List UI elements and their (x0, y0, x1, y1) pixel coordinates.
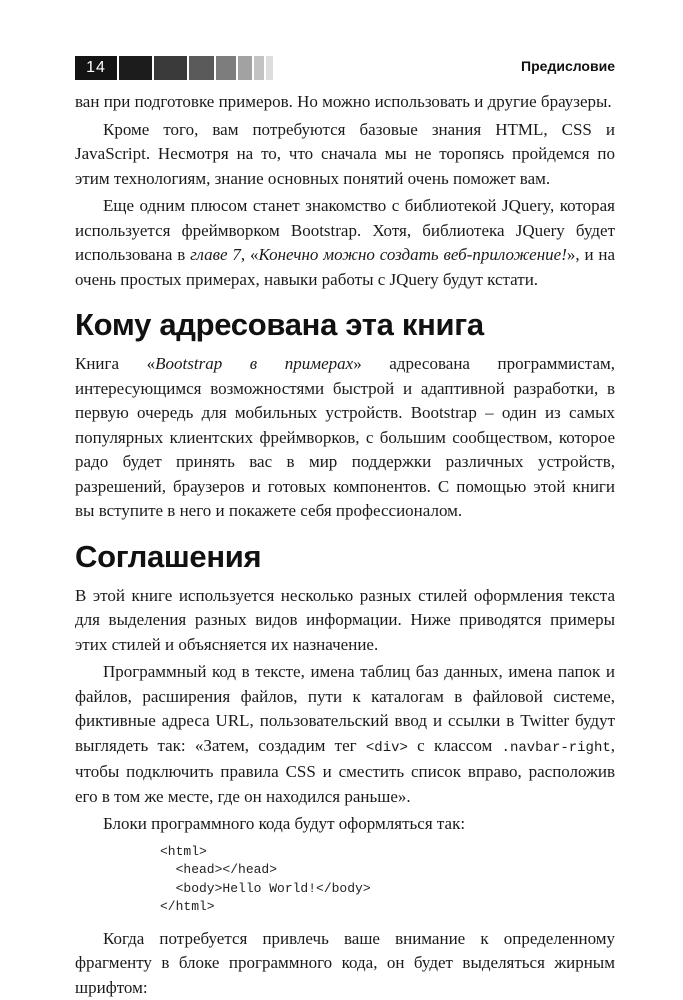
paragraph: Блоки программного кода будут оформляться так: (103, 814, 466, 833)
paragraph: Кроме того, вам потребуются базовые знания HTML, CSS и JavaScript. Несмотря на то, что сначала мы не торопясь пройдемся по этим технологиям, знание основных понятий очень поможет вам. (75, 119, 615, 188)
paragraph: Книга «Bootstrap в примерах» адресована программистам, интересующимся возможностями быстрой и адаптивной разработки, в первую очередь для мобильных устройств. Bootstrap – один из самых популярных клиентских фреймворков, с большим сообществом, которое радо будет принять вас в мир поддержки различных устройств, разрешений, браузеров и готовых компонентов. С помощью этой книги вы вступите в него и покажете себя профессионалом. (75, 354, 616, 520)
header-gradient-block (238, 56, 252, 80)
header-gradient-block (154, 56, 187, 80)
header-gradient-block (216, 56, 236, 80)
header-gradient-block (119, 56, 152, 80)
running-title: Предисловие (521, 58, 615, 74)
header-gradient-block (266, 56, 273, 80)
paragraph: Когда потребуется привлечь ваше внимание к определенному фрагменту в блоке программного кода, он будет выделяться жирным шрифтом: (75, 928, 615, 997)
paragraph: ван при подготовке примеров. Но можно использовать и другие браузеры. (75, 92, 612, 111)
header-gradient-block (254, 56, 264, 80)
paragraph: Программный код в тексте, имена таблиц баз данных, имена папок и файлов, расширения файлов, пути к каталогам в файловой системе, фиктивные адреса URL, пользовательский ввод и ссылки в Twitter будут выглядеть так: «Затем, создадим тег <div> с классом .navbar-right, чтобы подключить правила CSS и сместить список вправо, расположив его в том же месте, где он находился раньше». (75, 662, 616, 806)
section-heading-conventions: Соглашения (75, 538, 262, 574)
section-heading-audience: Кому адресована эта книга (75, 307, 484, 342)
page-body (75, 90, 615, 1000)
paragraph: Еще одним плюсом станет знакомство с библиотекой JQuery, которая используется фреймворком Bootstrap. Хотя, библиотека JQuery будет использована в главе 7, «Конечно можно создать веб-приложение!», и на очень простых примерах, навыки работы с JQuery будут кстати. (75, 196, 616, 289)
chapter-title-ref: Конечно можно создать веб-приложение! (258, 245, 567, 264)
book-title-ref: Bootstrap в примерах (155, 354, 354, 373)
page-header (75, 56, 615, 80)
chapter-ref: главе 7 (190, 245, 241, 264)
paragraph: В этой книге используется несколько разных стилей оформления текста для выделения разных видов информации. Ниже приводятся примеры этих стилей и объясняется их назначение. (75, 585, 615, 654)
page-number: 14 (75, 56, 117, 80)
inline-code: <div> (365, 739, 408, 756)
code-block: <html> <head></head> <body>Hello World!</body> </html> (160, 843, 371, 914)
inline-code: .navbar-right (501, 739, 611, 756)
header-gradient-block (189, 56, 214, 80)
